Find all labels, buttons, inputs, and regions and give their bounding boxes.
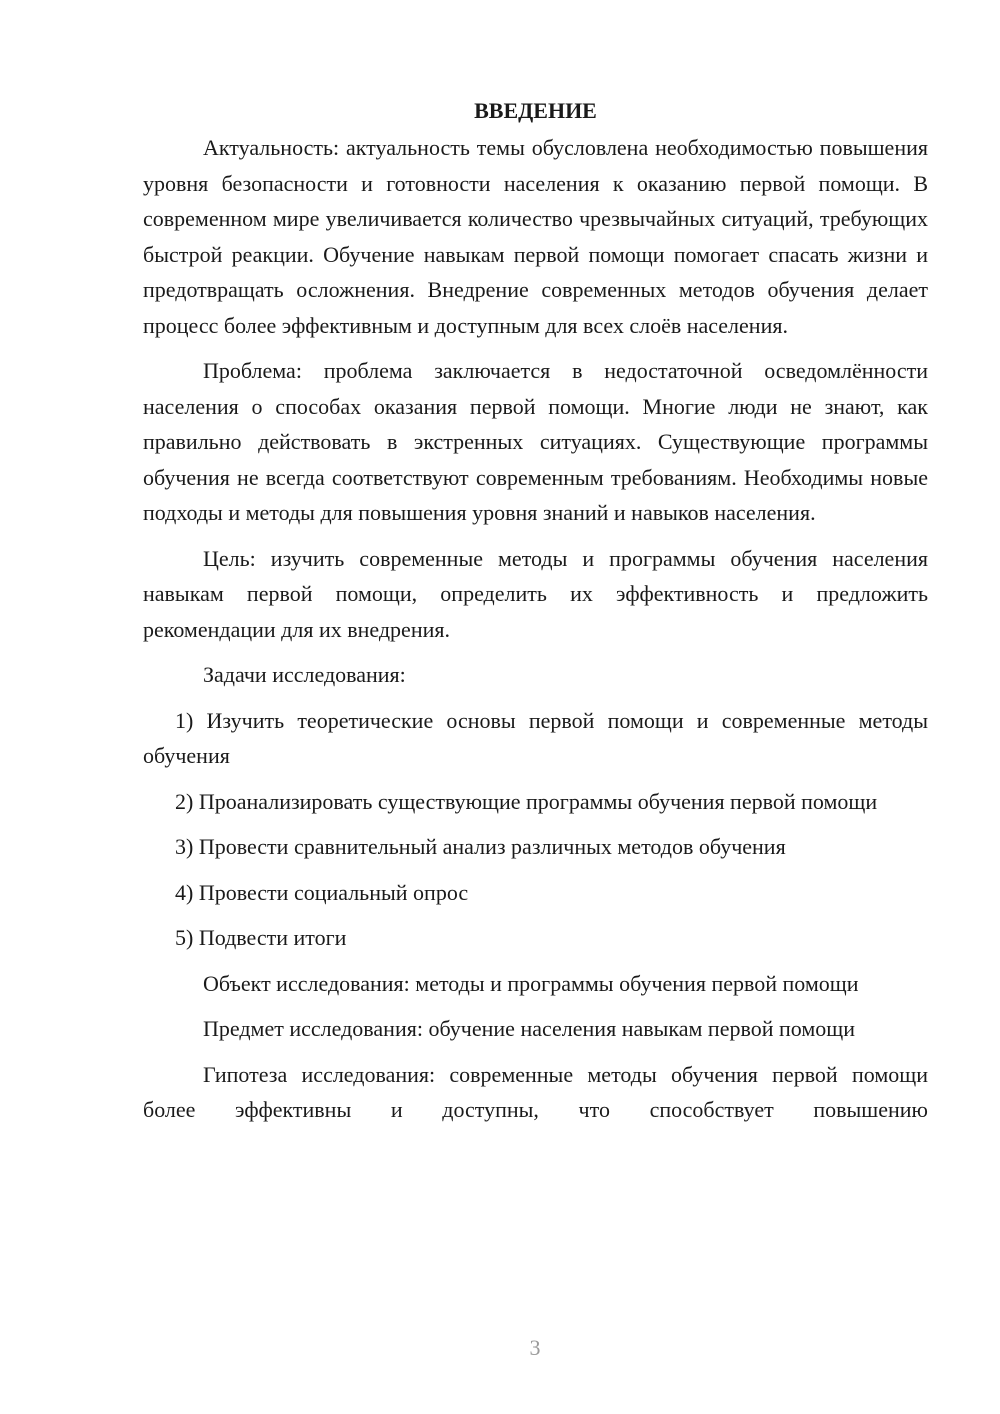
paragraph-relevance: Актуальность: актуальность темы обусловлена необходимостью повышения уровня безопасности и готовности населения к оказанию первой помощи. В современном мире увеличивается количество чрезвычайных ситуаций, требующих быстрой реакции. Обучение навыкам первой помощи помогает спасать жизни и предотвращать осложнения. Внедрение современных методов обучения делает процесс более эффективным и доступным для всех слоёв населения. bbox=[143, 135, 928, 338]
task-item: 5) Подвести итоги bbox=[175, 925, 347, 950]
page-number: 3 bbox=[529, 1335, 541, 1360]
paragraph-problem: Проблема: проблема заключается в недостаточной осведомлённости населения о способах оказания первой помощи. Многие люди не знают, как правильно действовать в экстренных ситуациях. Существующие программы обучения не всегда соответствуют современным требованиям. Необходимы новые подходы и методы для повышения уровня знаний и навыков населения. bbox=[143, 358, 928, 525]
paragraph-subject: Предмет исследования: обучение населения навыкам первой помощи bbox=[203, 1016, 855, 1041]
page-title: ВВЕДЕНИЕ bbox=[474, 98, 597, 123]
paragraph-object: Объект исследования: методы и программы обучения первой помощи bbox=[203, 970, 859, 996]
document-page bbox=[143, 96, 928, 1138]
task-item: 4) Провести социальный опрос bbox=[175, 879, 469, 905]
tasks-heading: Задачи исследования: bbox=[203, 662, 406, 687]
paragraph-hypothesis: Гипотеза исследования: современные методы обучения первой помощи более эффективны и доступны, что способствует повышению bbox=[143, 1061, 928, 1122]
task-item: 1) Изучить теоретические основы первой помощи и современные методы обучения bbox=[143, 707, 928, 768]
task-item: 3) Провести сравнительный анализ различных методов обучения bbox=[175, 834, 786, 859]
paragraph-goal: Цель: изучить современные методы и программы обучения населения навыкам первой помощи, определить их эффективность и предложить рекомендации для их внедрения. bbox=[143, 545, 928, 642]
task-item: 2) Проанализировать существующие программы обучения первой помощи bbox=[175, 788, 878, 814]
